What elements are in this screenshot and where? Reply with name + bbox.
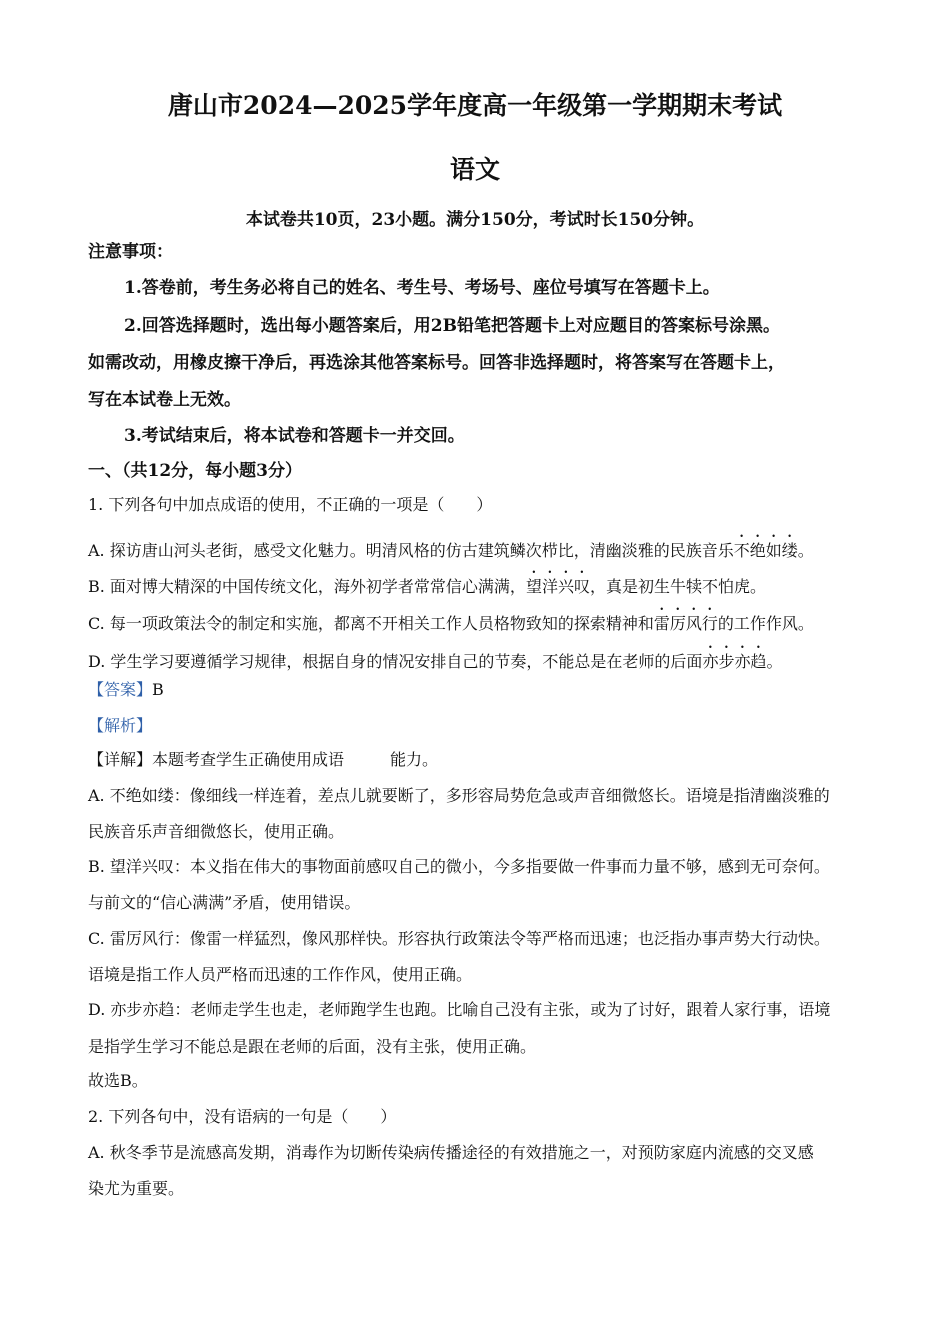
q1-stem: 1. 下列各句中加点成语的使用，不正确的一项是（ ） [88,495,493,514]
q1-explanation-d-line-1: D. 亦步亦趋：老师走学生也走，老师跑学生也跑。比喻自己没有主张，或为了讨好，跟着人家行事，语境 [88,1000,831,1019]
note-item-2-line-1: 2.回答选择题时，选出每小题答案后，用2B铅笔把答题卡上对应题目的答案标号涂黑。 [124,316,780,336]
q2-option-a-line-2: 染尤为重要。 [88,1179,185,1198]
q2-option-a-line-1: A. 秋冬季节是流感高发期，消毒作为切断传染病传播途径的有效措施之一，对预防家庭内流感的交叉感 [88,1143,814,1162]
note-item-1: 1.答卷前，考生务必将自己的姓名、考生号、考场号、座位号填写在答题卡上。 [124,278,720,298]
q1-option-a-idiom: 不绝如缕 [733,541,798,560]
analysis-tag: 【解析】 [88,716,153,735]
q1-option-d [88,643,878,673]
q1-option-d-idiom: 亦步亦趋 [702,652,767,671]
q1-explanation-b-line-2: 与前文的“信心满满”矛盾，使用错误。 [88,893,361,912]
answer-value: B [152,680,164,699]
q1-option-b-tail: ，真是初生牛犊不怕虎。 [589,577,766,596]
q2-stem: 2. 下列各句中，没有语病的一句是（ ） [88,1107,397,1126]
q1-option-c [88,605,878,635]
q1-explanation-d-line-2: 是指学生学习不能总是跟在老师的后面，没有主张，使用正确。 [88,1037,537,1056]
answer-tag: 【答案】 [88,680,153,699]
exam-title: 唐山市2024—2025学年度高一年级第一学期期末考试 [167,91,783,120]
q1-option-a-text: A. 探访唐山河头老街，感受文化魅力。明清风格的仿古建筑鳞次栉比，清幽淡雅的民族音乐 [88,541,734,560]
note-item-3: 3.考试结束后，将本试卷和答题卡一并交回。 [124,426,465,446]
note-item-2-line-3: 写在本试卷上无效。 [88,390,241,410]
q1-option-c-tail: 的工作作风。 [717,614,814,633]
notes-heading: 注意事项： [88,242,173,262]
q1-explanation-a-line-2: 民族音乐声音细微悠长，使用正确。 [88,822,345,841]
q1-option-b [88,568,878,598]
q1-explanation-b-line-1: B. 望洋兴叹：本义指在伟大的事物面前感叹自己的微小，今多指要做一件事而力量不够，感到无可奈何。 [88,857,830,876]
exam-info: 本试卷共10页，23小题。满分150分，考试时长150分钟。 [245,210,705,230]
note-item-2-line-2: 如需改动，用橡皮擦干净后，再选涂其他答案标号。回答非选择题时，将答案写在答题卡上， [88,353,785,373]
q1-option-d-text: D. 学生学习要遵循学习规律，根据自身的情况安排自己的节奏，不能总是在老师的后面 [88,652,703,671]
q1-option-b-text: B. 面对博大精深的中国传统文化，海外初学者常常信心满满， [88,577,526,596]
q1-option-c-idiom: 雷厉风行 [653,614,718,633]
q1-option-a [88,532,878,562]
q1-explanation-c-line-2: 语境是指工作人员严格而迅速的工作作风，使用正确。 [88,965,473,984]
q1-explanation-a-line-1: A. 不绝如缕：像细线一样连着，差点儿就要断了，多形容局势危急或声音细微悠长。语境是指清幽淡雅的 [88,786,830,805]
detail-text-end: 能力。 [390,750,439,769]
section-1-heading: 一、（共12分，每小题3分） [88,461,302,481]
detail-text: 本题考查学生正确使用成语 [152,750,345,769]
q1-option-a-tail: 。 [797,541,814,560]
q1-option-b-idiom: 望洋兴叹 [525,577,590,596]
q1-explanation-c-line-1: C. 雷厉风行：像雷一样猛烈，像风那样快。形容执行政策法令等严格而迅速；也泛指办事声势大行动快。 [88,929,830,948]
subject-title: 语文 [449,155,500,184]
q1-detail [88,749,878,771]
detail-tag: 【详解】 [88,750,153,769]
q1-answer [88,679,878,701]
q1-conclusion: 故选B。 [88,1071,148,1090]
q1-option-c-text: C. 每一项政策法令的制定和实施，都离不开相关工作人员格物致知的探索精神和 [88,614,654,633]
q1-option-d-tail: 。 [766,652,783,671]
